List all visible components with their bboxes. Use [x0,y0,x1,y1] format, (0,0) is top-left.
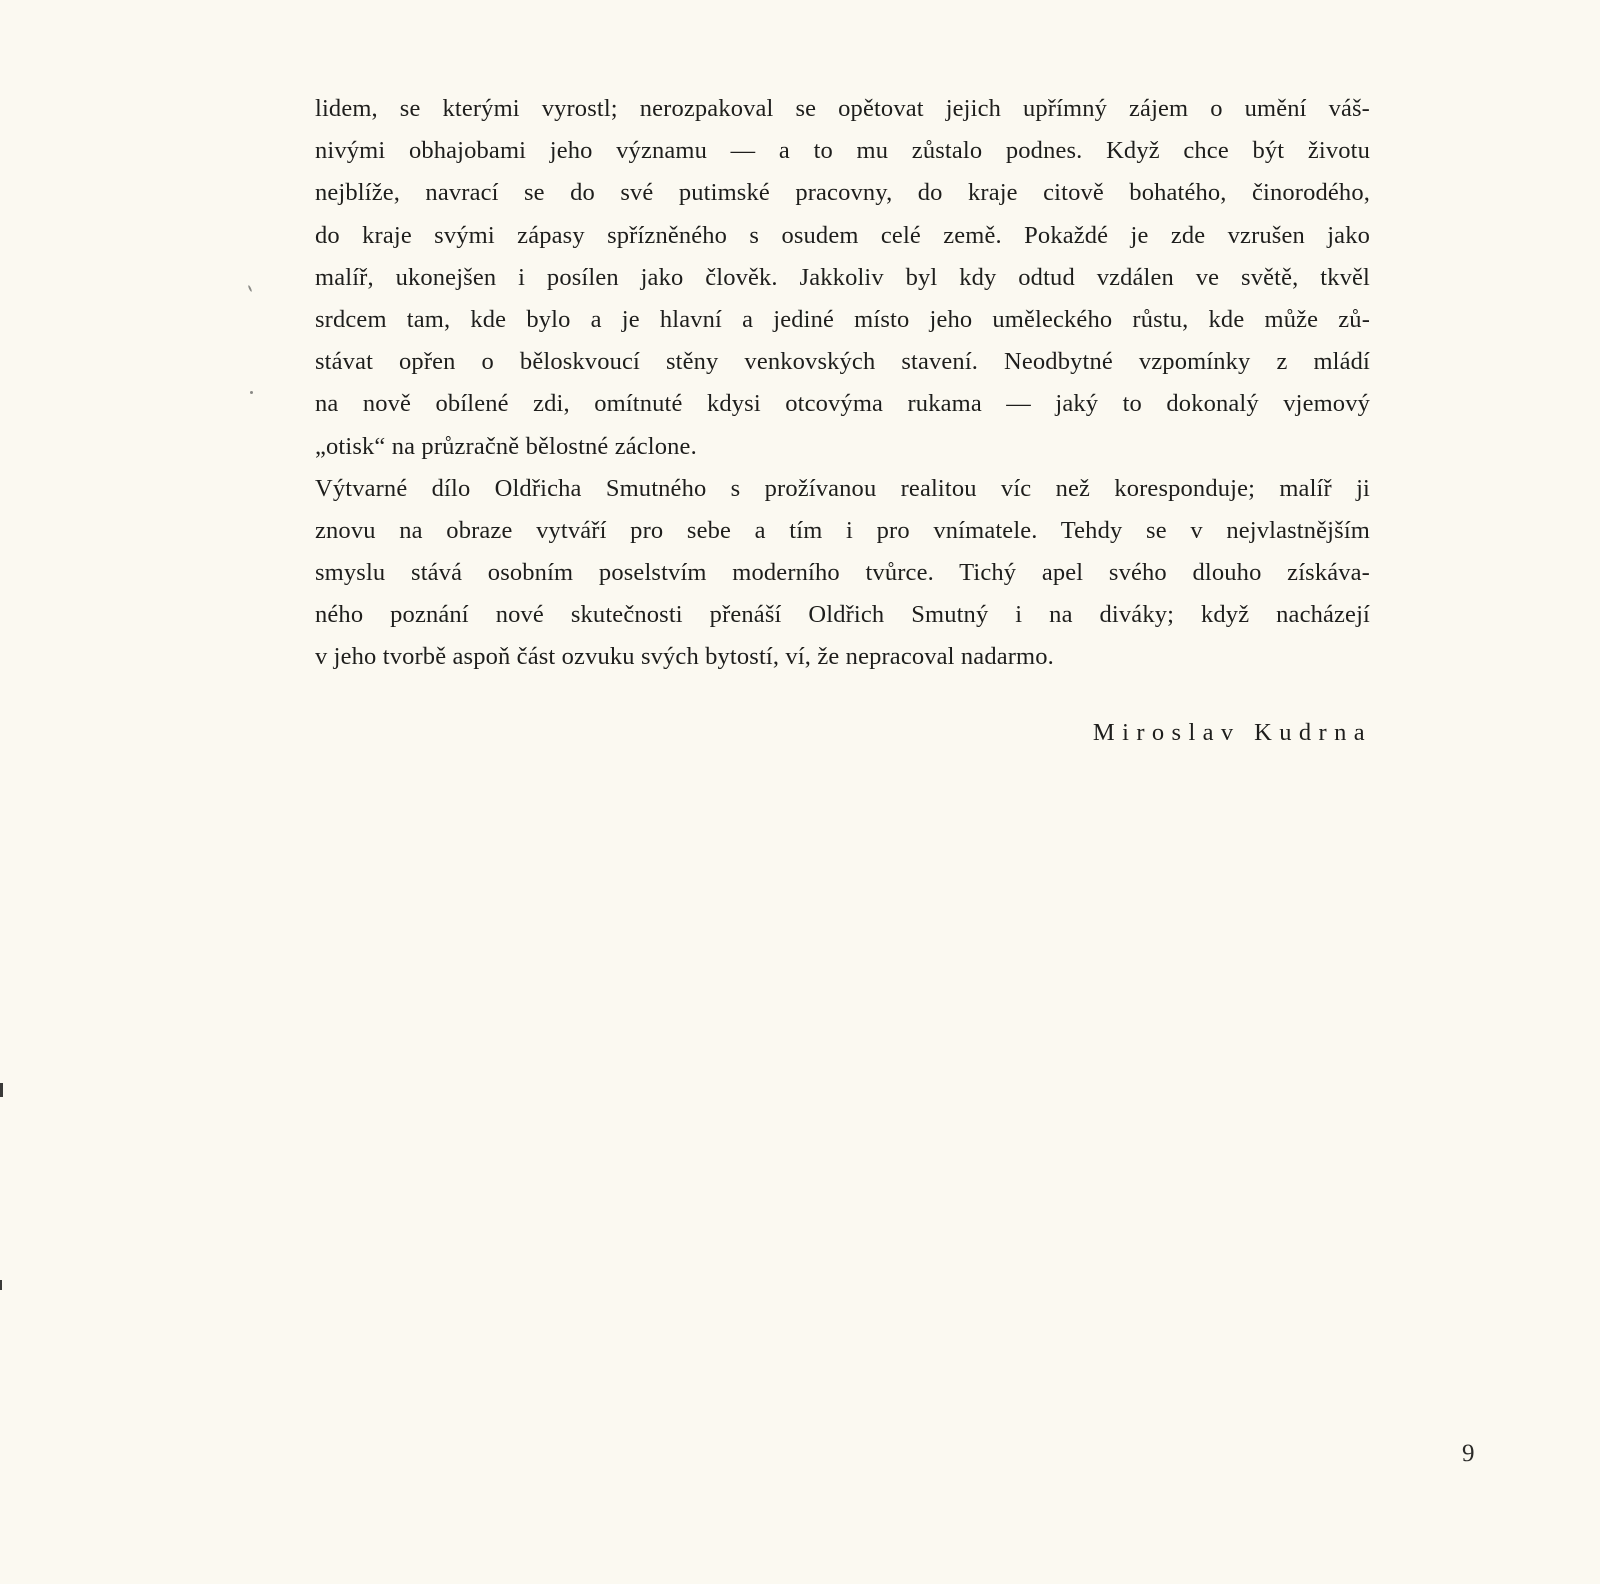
text-line-5: malíř, ukonejšen i posílen jako člověk. Jakkoliv byl kdy odtud vzdálen ve světě, tkvěl [315,263,1370,291]
text-line-11: znovu na obraze vytváří pro sebe a tím i pro vnímatele. Tehdy se v nejvlastnějším [315,516,1370,544]
text-line-9: „otisk“ na průzračně bělostné záclone. [315,432,697,460]
page-edge-mark [0,1280,2,1290]
text-line-4: do kraje svými zápasy spřízněného s osudem celé země. Pokaždé je zde vzrušen jako [315,221,1370,249]
paper-speck [250,391,253,394]
text-line-13: ného poznání nové skutečnosti přenáší Oldřich Smutný i na diváky; když nacházejí [315,601,1370,629]
text-line-14: v jeho tvorbě aspoň část ozvuku svých bytostí, ví, že nepracoval nadarmo. [315,643,1054,671]
text-line-7: stávat opřen o běloskvoucí stěny venkovských stavení. Neodbytné vzpomínky z mládí [315,348,1370,376]
text-line-8: na nově obílené zdi, omítnuté kdysi otcovýma rukama — jaký to dokonalý vjemový [315,390,1370,418]
paper-speck [248,285,253,292]
text-line-3: nejblíže, navrací se do své putimské pracovny, do kraje citově bohatého, činorodého, [315,179,1370,207]
author-signature: Miroslav Kudrna [1092,719,1372,746]
text-line-12: smyslu stává osobním poselstvím moderního tvůrce. Tichý apel svého dlouho získáva- [315,559,1370,587]
text-line-2: nivými obhajobami jeho významu — a to mu zůstalo podnes. Když chce být životu [315,137,1370,165]
page-number: 9 [1462,1440,1475,1467]
essay-text [315,88,1370,679]
text-line-6: srdcem tam, kde bylo a je hlavní a jediné místo jeho uměleckého růstu, kde může zů- [315,305,1370,333]
text-line-10: Výtvarné dílo Oldřicha Smutného s prožívanou realitou víc než koresponduje; malíř ji [315,474,1370,502]
page-edge-mark [0,1083,3,1097]
text-line-1: lidem, se kterými vyrostl; nerozpakoval se opětovat jejich upřímný zájem o umění váš- [315,95,1370,122]
